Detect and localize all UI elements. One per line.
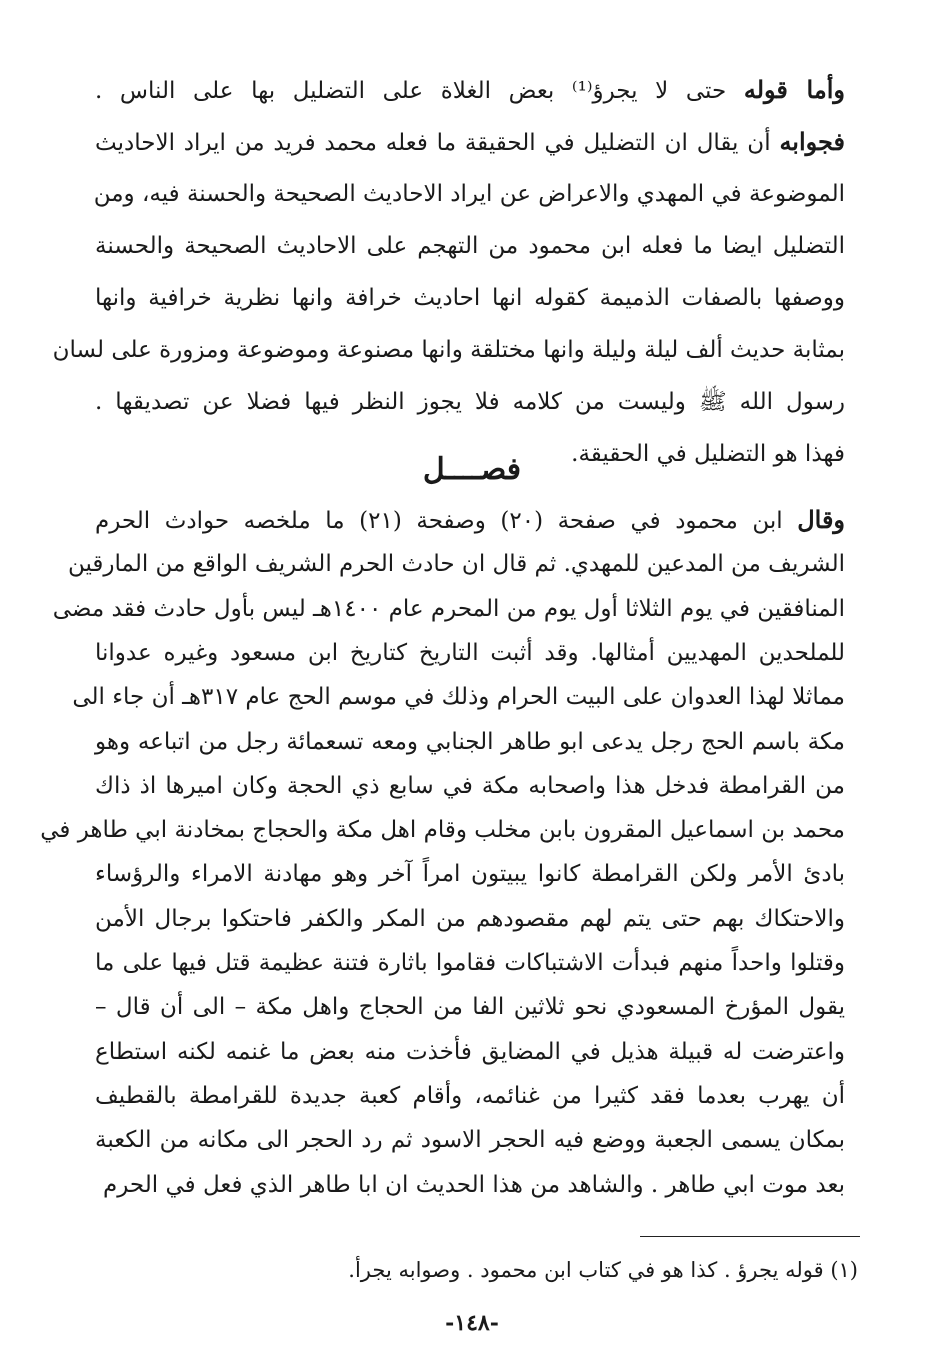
top-line	[95, 382, 845, 422]
line-text: وقتلوا واحداً منهم فبدأت الاشتباكات فقاموا باثارة فتنة عظيمة قتل فيها على ما	[95, 950, 845, 976]
main-line	[95, 1032, 845, 1072]
top-line	[95, 122, 845, 163]
line-text: واعترضت له قبيلة هذيل في المضايق فأخذت منه بعض ما غنمه لكنه استطاع	[95, 1038, 845, 1065]
top-line	[95, 278, 845, 318]
top-line	[95, 70, 845, 111]
line-text: أن يهرب بعدما فقد كثيرا من غنائمه، وأقام كعبة جديدة للقرامطة بالقطيف	[95, 1082, 845, 1109]
line-text: الموضوعة في المهدي والاعراض عن ايراد الاحاديث الصحيحة والحسنة فيه، ومن	[93, 181, 845, 207]
main-line	[52, 589, 845, 629]
lead-word: وأما قوله	[743, 75, 845, 104]
line-text: للملحدين المهديين أمثالها. وقد أثبت التاريخ كتاريخ ابن مسعود وغيره عدوانا	[95, 639, 845, 666]
line-text: أن يقال ان التضليل في الحقيقة ما فعله محمد فريد من ايراد الاحاديث	[95, 130, 771, 156]
top-line	[95, 174, 845, 214]
main-line	[95, 854, 845, 894]
top-line	[95, 226, 845, 266]
top-line	[52, 330, 845, 370]
lead-word: وقال	[797, 505, 845, 534]
line-text: التضليل ايضا ما فعله ابن محمود من التهجم على الاحاديث الصحيحة والحسنة	[95, 233, 845, 259]
line-text: رسول الله ﷺ وليست من كلامه فلا يجوز النظر فيها فضلا عن تصديقها .	[95, 389, 845, 415]
section-heading	[0, 445, 944, 495]
main-line	[95, 987, 845, 1027]
line-text: محمد بن اسماعيل المقرون بابن مخلب وقام اهل مكة والحجاج بمخادنة ابي طاهر في	[40, 817, 845, 844]
main-line	[95, 500, 845, 541]
line-text: والاحتكاك بهم حتى يتم لهم مقصودهم من المكر والكفر فاحتكوا برجال الأمن	[95, 905, 845, 932]
line-text: مكة باسم الحج رجل يدعى ابو طاهر الجنابي ومعه تسعمائة رجل من اتباعه وهو	[95, 728, 845, 755]
main-line	[95, 899, 845, 939]
line-text: بمكان يسمى الجعبة ووضع فيه الحجر الاسود ثم رد الحجر الى مكانه من الكعبة	[95, 1127, 845, 1154]
main-line	[67, 544, 845, 584]
line-text: ووصفها بالصفات الذميمة كقوله انها احاديث خرافة وانها نظرية خرافية وانها	[95, 285, 845, 311]
lead-word: فجوابه	[779, 127, 846, 156]
main-line	[95, 633, 845, 673]
line-text: بمثابة حديث ألف ليلة وليلة وانها مختلقة وانها مصنوعة وموضوعة ومزورة على لسان	[52, 337, 845, 363]
line-text: بادئ الأمر ولكن القرامطة كانوا يبيتون امراً آخر وهو مهادنة الامراء والرؤساء	[95, 861, 845, 888]
line-text: حتى لا يجرؤ⁽¹⁾ بعض الغلاة على التضليل بها على الناس .	[95, 78, 727, 104]
footnote: (١) قوله يجرؤ . كذا هو في كتاب ابن محمود . وصوابه يجرأ.	[348, 1258, 858, 1282]
main-line	[95, 943, 845, 983]
main-line	[40, 810, 845, 850]
section-heading-text: فصــــل	[422, 452, 522, 487]
main-line	[72, 677, 845, 717]
footnote-divider	[640, 1236, 860, 1237]
line-text: المنافقين في يوم الثلاثا أول يوم من المحرم عام ١٤٠٠هـ ليس بأول حادث فقد مضى	[52, 595, 845, 622]
main-line	[95, 1076, 845, 1116]
line-text: مماثلا لهذا العدوان على البيت الحرام وذلك في موسم الحج عام ٣١٧هـ أن جاء الى	[72, 684, 845, 711]
line-text: ابن محمود في صفحة (٢٠) وصفحة (٢١) ما ملخصه حوادث الحرم	[95, 508, 783, 534]
line-text: يقول المؤرخ المسعودي نحو ثلاثين الفا من الحجاج واهل مكة – الى أن قال –	[95, 994, 845, 1021]
main-line	[95, 1165, 845, 1205]
main-line	[95, 722, 845, 762]
line-text: الشريف من المدعين للمهدي. ثم قال ان حادث الحرم الشريف الواقع من المارقين	[67, 551, 845, 578]
main-line	[95, 766, 845, 806]
line-text: بعد موت ابي طاهر . والشاهد من هذا الحديث ان ابا طاهر الذي فعل في الحرم	[103, 1171, 845, 1198]
line-text: من القرامطة فدخل هذا واصحابه مكة في سابع ذي الحجة وكان اميرها اذ ذاك	[95, 772, 845, 799]
main-line	[95, 1120, 845, 1160]
page-number: -١٤٨-	[445, 1310, 499, 1336]
line-text: فهذا هو التضليل في الحقيقة.	[571, 441, 845, 467]
